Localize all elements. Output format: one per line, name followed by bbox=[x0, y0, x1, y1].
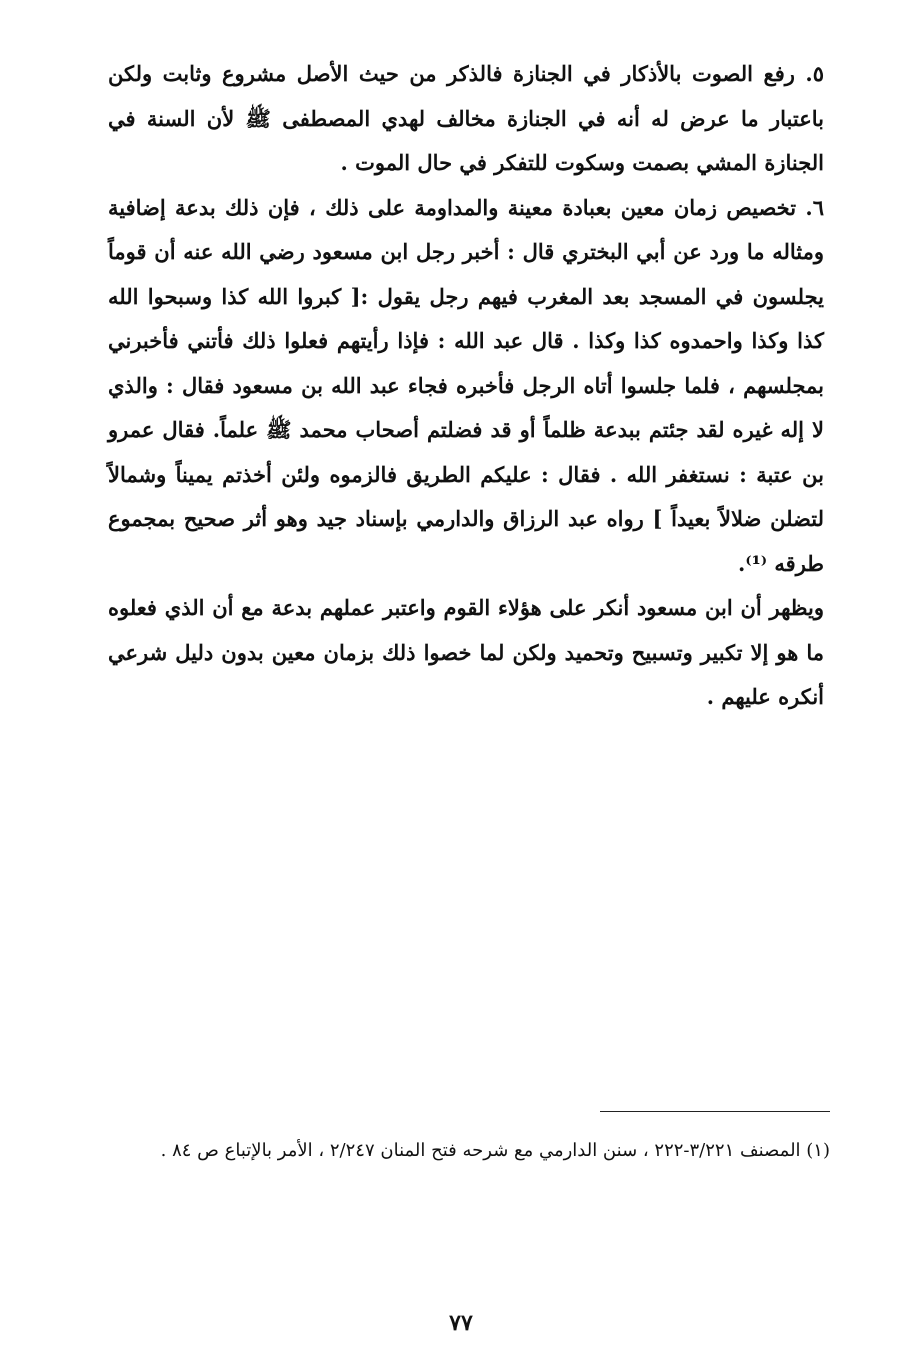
paragraph-commentary: ويظهر أن ابن مسعود أنكر على هؤلاء القوم واعتبر عملهم بدعة مع أن الذي فعلوه ما هو إلا تكبير وتسبيح وتحميد ولكن لما خصوا ذلك بزمان معين بدون دليل شرعي أنكره عليهم . bbox=[108, 595, 824, 709]
main-text bbox=[108, 52, 824, 720]
footnote bbox=[130, 1128, 830, 1174]
footnote-text: (١) المصنف ٣/٢٢١-٢٢٢ ، سنن الدارمي مع شرحه فتح المنان ٢/٢٤٧ ، الأمر بالإتباع ص ٨٤ . bbox=[160, 1140, 830, 1161]
paragraph-item-5: ٥. رفع الصوت بالأذكار في الجنازة فالذكر من حيث الأصل مشروع وثابت ولكن باعتبار ما عرض له أنه في الجنازة مخالف لهدي المصطفى ﷺ لأن السنة في الجنازة المشي بصمت وسكوت للتفكر في حال الموت . bbox=[108, 61, 824, 175]
paragraph-item-6: ٦. تخصيص زمان معين بعبادة معينة والمداومة على ذلك ، فإن ذلك بدعة إضافية ومثاله ما ورد عن أبي البختري قال : أخبر رجل ابن مسعود رضي الله عنه أن قوماً يجلسون في المسجد بعد المغرب فيهم رجل يقول :[ كبروا الله كذا وسبحوا الله كذا وكذا واحمدوه كذا وكذا . قال عبد الله : فإذا رأيتهم فعلوا ذلك فأتني فأخبرني بمجلسهم ، فلما جلسوا أتاه الرجل فأخبره فجاء عبد الله بن مسعود فقال : والذي لا إله غيره لقد جئتم ببدعة ظلماً أو قد فضلتم أصحاب محمد ﷺ علماً. فقال عمرو بن عتبة : نستغفر الله . فقال : عليكم الطريق فالزموه ولئن أخذتم يميناً وشمالاً لتضلن ضلالاً بعيداً ] رواه عبد الرزاق والدارمي بإسناد جيد وهو أثر صحيح بمجموع طرقه ⁽¹⁾. bbox=[108, 194, 824, 576]
footnote-divider bbox=[600, 1111, 830, 1112]
page-number: ٧٧ bbox=[449, 1310, 473, 1336]
